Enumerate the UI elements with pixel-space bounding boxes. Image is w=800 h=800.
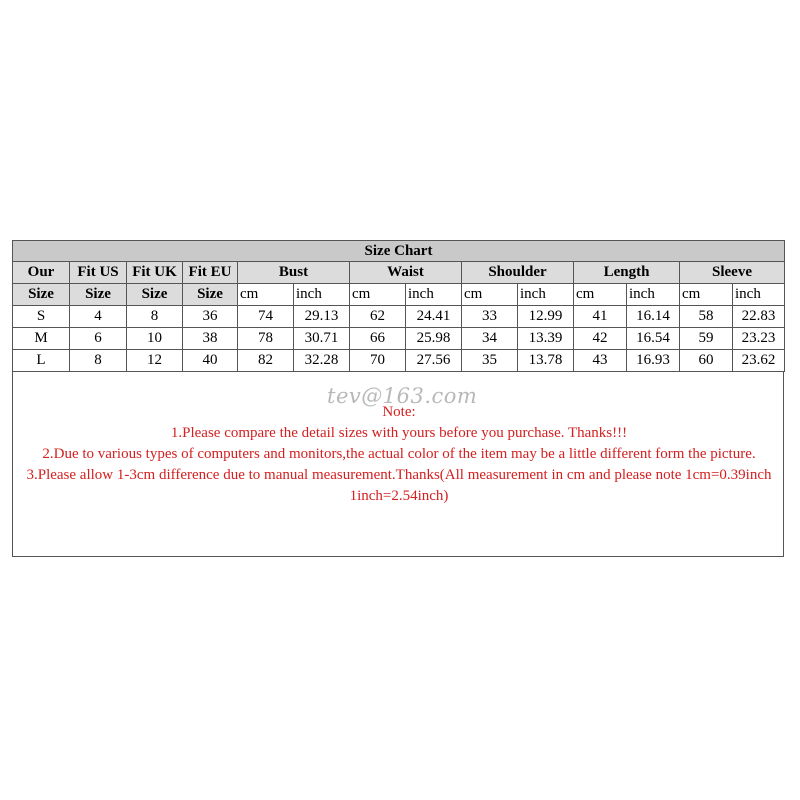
note-item-1: 1.Please compare the detail sizes with yours before you purchase. Thanks!!! <box>170 425 628 441</box>
table-cell: 32.28 <box>294 350 350 372</box>
table-cell: 43 <box>574 350 627 372</box>
header-fit-uk-2: Size <box>127 284 183 306</box>
table-cell: 16.14 <box>627 306 680 328</box>
table-cell: 38 <box>183 328 238 350</box>
header-fit-us: Fit US <box>70 262 127 284</box>
table-cell: 33 <box>462 306 518 328</box>
table-cell: 40 <box>183 350 238 372</box>
table-cell: 34 <box>462 328 518 350</box>
table-cell: L <box>13 350 70 372</box>
watermark-text: tev@163.com <box>327 384 478 408</box>
table-cell: 29.13 <box>294 306 350 328</box>
table-cell: 74 <box>238 306 294 328</box>
note-item-2: 2.Due to various types of computers and monitors,the actual color of the item may be a little different form the picture. <box>42 446 756 462</box>
table-cell: 22.83 <box>733 306 785 328</box>
table-cell: 25.98 <box>406 328 462 350</box>
header-row <box>13 262 785 284</box>
header-fit-eu-2: Size <box>183 284 238 306</box>
header-sleeve: Sleeve <box>680 262 785 284</box>
table-cell: 30.71 <box>294 328 350 350</box>
title-row <box>13 241 785 262</box>
table-cell: 12.99 <box>518 306 574 328</box>
table-cell: 8 <box>127 306 183 328</box>
table-cell: 58 <box>680 306 733 328</box>
table-cell: 59 <box>680 328 733 350</box>
table-cell: 70 <box>350 350 406 372</box>
table-cell: S <box>13 306 70 328</box>
unit-cell: inch <box>406 284 462 306</box>
table-cell: 27.56 <box>406 350 462 372</box>
unit-cell: inch <box>518 284 574 306</box>
table-cell: 62 <box>350 306 406 328</box>
header-our-size-2: Size <box>13 284 70 306</box>
notes-section <box>24 402 774 507</box>
table-row <box>13 306 785 328</box>
header-fit-us-2: Size <box>70 284 127 306</box>
header-waist: Waist <box>350 262 462 284</box>
header-fit-eu: Fit EU <box>183 262 238 284</box>
table-cell: 42 <box>574 328 627 350</box>
header-our-size: Our <box>13 262 70 284</box>
table-cell: 16.54 <box>627 328 680 350</box>
table-cell: 41 <box>574 306 627 328</box>
table-row <box>13 328 785 350</box>
unit-cell: cm <box>350 284 406 306</box>
header-bust: Bust <box>238 262 350 284</box>
table-cell: 10 <box>127 328 183 350</box>
size-chart <box>12 240 784 372</box>
table-cell: 13.78 <box>518 350 574 372</box>
table-cell: 12 <box>127 350 183 372</box>
note-heading: Note: <box>382 404 416 420</box>
table-title: Size Chart <box>13 241 785 262</box>
unit-cell: cm <box>574 284 627 306</box>
header-shoulder: Shoulder <box>462 262 574 284</box>
table-cell: 78 <box>238 328 294 350</box>
table-cell: 60 <box>680 350 733 372</box>
header-fit-uk: Fit UK <box>127 262 183 284</box>
subheader-row <box>13 284 785 306</box>
table-cell: 82 <box>238 350 294 372</box>
table-cell: 35 <box>462 350 518 372</box>
note-item-3: 3.Please allow 1-3cm difference due to manual measurement.Thanks(All measurement in cm and please note 1cm=0.39inch 1inch=2.54inch) <box>26 467 772 504</box>
table-cell: 6 <box>70 328 127 350</box>
table-cell: 4 <box>70 306 127 328</box>
table-cell: 16.93 <box>627 350 680 372</box>
table-cell: 66 <box>350 328 406 350</box>
table-cell: M <box>13 328 70 350</box>
table-row <box>13 350 785 372</box>
unit-cell: cm <box>462 284 518 306</box>
unit-cell: inch <box>733 284 785 306</box>
header-length: Length <box>574 262 680 284</box>
size-chart-table <box>12 240 785 372</box>
table-cell: 23.23 <box>733 328 785 350</box>
table-cell: 24.41 <box>406 306 462 328</box>
table-cell: 8 <box>70 350 127 372</box>
unit-cell: inch <box>627 284 680 306</box>
table-cell: 13.39 <box>518 328 574 350</box>
unit-cell: inch <box>294 284 350 306</box>
unit-cell: cm <box>680 284 733 306</box>
unit-cell: cm <box>238 284 294 306</box>
table-cell: 36 <box>183 306 238 328</box>
table-cell: 23.62 <box>733 350 785 372</box>
